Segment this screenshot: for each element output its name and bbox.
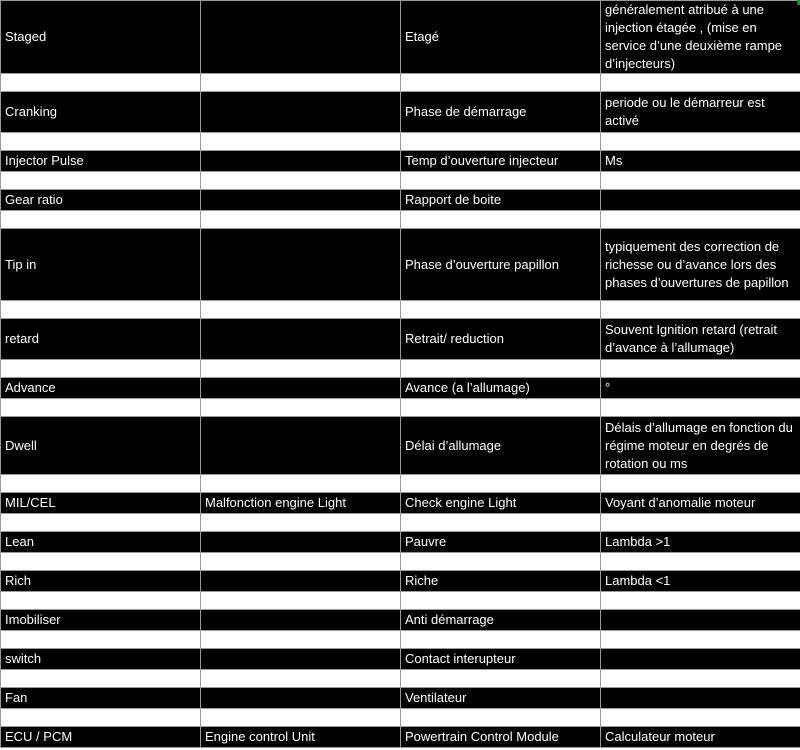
table-row bbox=[1, 92, 800, 133]
spacer-cell bbox=[1, 670, 201, 688]
spacer-cell bbox=[1, 74, 201, 92]
term-english[interactable]: Gear ratio bbox=[1, 190, 201, 211]
term-alternate[interactable] bbox=[201, 1, 401, 74]
spacer-cell bbox=[401, 360, 601, 378]
term-alternate[interactable] bbox=[201, 190, 401, 211]
spacer-cell bbox=[401, 592, 601, 610]
spacer-row bbox=[1, 301, 800, 319]
term-french[interactable]: Check engine Light bbox=[401, 493, 601, 514]
spacer-row bbox=[1, 670, 800, 688]
spacer-row bbox=[1, 475, 800, 493]
spacer-cell bbox=[401, 670, 601, 688]
spacer-cell bbox=[601, 74, 800, 92]
term-alternate[interactable] bbox=[201, 378, 401, 399]
glossary-table-body bbox=[1, 1, 800, 748]
term-french[interactable]: Riche bbox=[401, 571, 601, 592]
table-row bbox=[1, 493, 800, 514]
spacer-cell bbox=[201, 211, 401, 229]
term-note[interactable]: Lambda <1 bbox=[601, 571, 800, 592]
term-french[interactable]: Temp d’ouverture injecteur bbox=[401, 151, 601, 172]
term-french[interactable]: Powertrain Control Module bbox=[401, 727, 601, 748]
term-english[interactable]: Cranking bbox=[1, 92, 201, 133]
spacer-cell bbox=[1, 211, 201, 229]
table-row bbox=[1, 727, 800, 748]
spacer-cell bbox=[201, 74, 401, 92]
term-english[interactable]: Lean bbox=[1, 532, 201, 553]
spacer-cell bbox=[401, 74, 601, 92]
term-alternate[interactable] bbox=[201, 319, 401, 360]
term-french[interactable]: Phase d’ouverture papillon bbox=[401, 229, 601, 301]
spacer-cell bbox=[401, 172, 601, 190]
term-english[interactable]: Rich bbox=[1, 571, 201, 592]
spacer-cell bbox=[1, 133, 201, 151]
spacer-cell bbox=[401, 133, 601, 151]
term-alternate[interactable] bbox=[201, 532, 401, 553]
spacer-cell bbox=[1, 301, 201, 319]
term-french[interactable]: Pauvre bbox=[401, 532, 601, 553]
table-row bbox=[1, 1, 800, 74]
term-english[interactable]: Injector Pulse bbox=[1, 151, 201, 172]
table-row bbox=[1, 151, 800, 172]
spacer-cell bbox=[601, 553, 800, 571]
term-french[interactable]: Anti démarrage bbox=[401, 610, 601, 631]
spacer-cell bbox=[601, 360, 800, 378]
spacer-row bbox=[1, 709, 800, 727]
table-row bbox=[1, 319, 800, 360]
term-note[interactable]: Ms bbox=[601, 151, 800, 172]
spacer-cell bbox=[601, 631, 800, 649]
term-french[interactable]: Phase de démarrage bbox=[401, 92, 601, 133]
spacer-cell bbox=[401, 475, 601, 493]
table-row bbox=[1, 610, 800, 631]
term-note[interactable] bbox=[601, 649, 800, 670]
spacer-cell bbox=[401, 399, 601, 417]
term-alternate[interactable] bbox=[201, 610, 401, 631]
spacer-row bbox=[1, 74, 800, 92]
term-english[interactable]: Dwell bbox=[1, 417, 201, 475]
term-english[interactable]: Fan bbox=[1, 688, 201, 709]
term-french[interactable]: Etagé bbox=[401, 1, 601, 74]
table-row bbox=[1, 229, 800, 301]
term-french[interactable]: Ventilateur bbox=[401, 688, 601, 709]
spacer-cell bbox=[1, 514, 201, 532]
spacer-cell bbox=[201, 301, 401, 319]
spacer-row bbox=[1, 360, 800, 378]
term-english[interactable]: Staged bbox=[1, 1, 201, 74]
term-alternate[interactable] bbox=[201, 688, 401, 709]
spacer-cell bbox=[401, 553, 601, 571]
table-row bbox=[1, 378, 800, 399]
term-note[interactable] bbox=[601, 610, 800, 631]
spacer-cell bbox=[401, 301, 601, 319]
term-alternate[interactable] bbox=[201, 92, 401, 133]
term-alternate[interactable]: Malfonction engine Light bbox=[201, 493, 401, 514]
spacer-row bbox=[1, 172, 800, 190]
spacer-cell bbox=[201, 133, 401, 151]
spacer-cell bbox=[601, 475, 800, 493]
table-row bbox=[1, 649, 800, 670]
spacer-row bbox=[1, 211, 800, 229]
spacer-cell bbox=[1, 360, 201, 378]
spacer-cell bbox=[201, 514, 401, 532]
spacer-cell bbox=[201, 360, 401, 378]
term-note[interactable]: ° bbox=[601, 378, 800, 399]
spacer-cell bbox=[1, 631, 201, 649]
spacer-row bbox=[1, 399, 800, 417]
spacer-cell bbox=[401, 631, 601, 649]
term-french[interactable]: Avance (a l’allumage) bbox=[401, 378, 601, 399]
spacer-row bbox=[1, 133, 800, 151]
term-english[interactable]: Advance bbox=[1, 378, 201, 399]
spacer-cell bbox=[201, 709, 401, 727]
term-note[interactable] bbox=[601, 190, 800, 211]
spacer-cell bbox=[1, 399, 201, 417]
spacer-cell bbox=[1, 592, 201, 610]
term-alternate[interactable] bbox=[201, 151, 401, 172]
table-row bbox=[1, 571, 800, 592]
spacer-row bbox=[1, 631, 800, 649]
term-french[interactable]: Retrait/ reduction bbox=[401, 319, 601, 360]
spacer-cell bbox=[601, 172, 800, 190]
term-alternate[interactable] bbox=[201, 571, 401, 592]
spacer-cell bbox=[601, 709, 800, 727]
term-english[interactable]: switch bbox=[1, 649, 201, 670]
spacer-cell bbox=[401, 211, 601, 229]
spacer-cell bbox=[601, 514, 800, 532]
spacer-cell bbox=[201, 592, 401, 610]
spacer-row bbox=[1, 553, 800, 571]
spacer-cell bbox=[601, 133, 800, 151]
table-row bbox=[1, 688, 800, 709]
term-alternate[interactable] bbox=[201, 229, 401, 301]
spacer-cell bbox=[601, 592, 800, 610]
spacer-cell bbox=[201, 553, 401, 571]
term-note[interactable]: Lambda >1 bbox=[601, 532, 800, 553]
spacer-cell bbox=[201, 399, 401, 417]
spacer-cell bbox=[1, 553, 201, 571]
spacer-cell bbox=[1, 709, 201, 727]
term-french[interactable]: Contact interupteur bbox=[401, 649, 601, 670]
term-english[interactable]: MIL/CEL bbox=[1, 493, 201, 514]
spacer-cell bbox=[1, 172, 201, 190]
term-note[interactable]: typiquement des correction de richesse ou d’avance lors des phases d’ouvertures de papillon bbox=[601, 229, 800, 301]
spacer-row bbox=[1, 592, 800, 610]
term-note[interactable]: Voyant d’anomalie moteur bbox=[601, 493, 800, 514]
spacer-cell bbox=[201, 631, 401, 649]
term-english[interactable]: retard bbox=[1, 319, 201, 360]
table-row bbox=[1, 417, 800, 475]
term-note[interactable]: Souvent Ignition retard (retrait d’avance à l’allumage) bbox=[601, 319, 800, 360]
term-alternate[interactable] bbox=[201, 417, 401, 475]
table-row bbox=[1, 190, 800, 211]
term-note[interactable]: periode ou le démarreur est activé bbox=[601, 92, 800, 133]
term-alternate[interactable] bbox=[201, 649, 401, 670]
term-english[interactable]: Imobiliser bbox=[1, 610, 201, 631]
spacer-cell bbox=[401, 709, 601, 727]
spacer-cell bbox=[601, 670, 800, 688]
term-french[interactable]: Délai d’allumage bbox=[401, 417, 601, 475]
spacer-cell bbox=[1, 475, 201, 493]
term-note[interactable]: généralement atribué à une injection étagée , (mise en service d’une deuxième rampe d’injecteurs) bbox=[601, 1, 800, 74]
spacer-row bbox=[1, 514, 800, 532]
term-note[interactable]: Calculateur moteur bbox=[601, 727, 800, 748]
spacer-cell bbox=[601, 301, 800, 319]
spacer-cell bbox=[601, 399, 800, 417]
term-note[interactable]: Délais d’allumage en fonction du régime moteur en degrés de rotation ou ms bbox=[601, 417, 800, 475]
spacer-cell bbox=[201, 172, 401, 190]
spacer-cell bbox=[601, 211, 800, 229]
term-english[interactable]: Tip in bbox=[1, 229, 201, 301]
term-note[interactable] bbox=[601, 688, 800, 709]
table-row bbox=[1, 532, 800, 553]
spacer-cell bbox=[201, 475, 401, 493]
term-french[interactable]: Rapport de boite bbox=[401, 190, 601, 211]
term-english[interactable]: ECU / PCM bbox=[1, 727, 201, 748]
term-alternate[interactable]: Engine control Unit bbox=[201, 727, 401, 748]
spacer-cell bbox=[401, 514, 601, 532]
spacer-cell bbox=[201, 670, 401, 688]
